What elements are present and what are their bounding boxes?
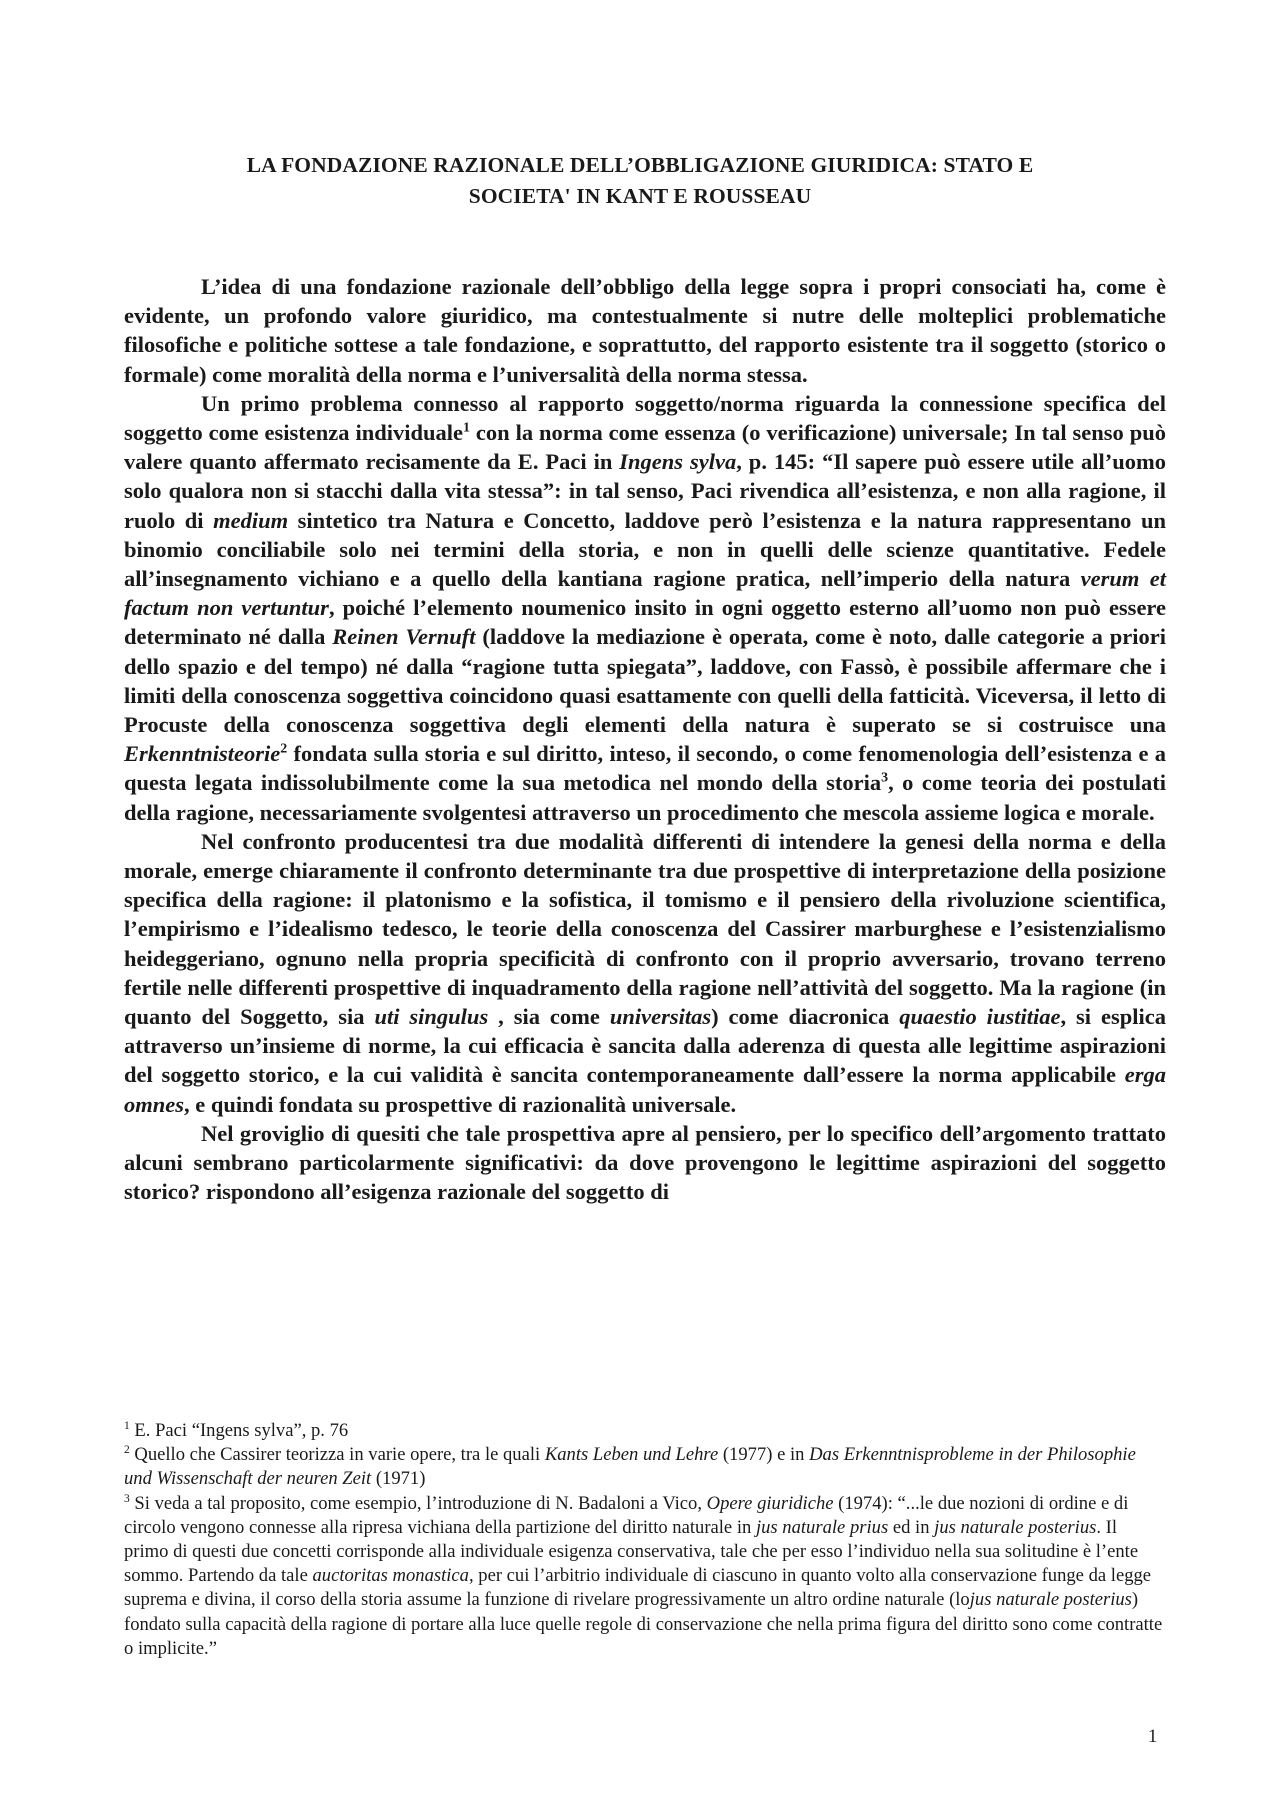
italic-text: Erkenntnisteorie [124,741,281,767]
italic-text: Opere giuridiche [706,1492,834,1514]
italic-text: verum et factum non vertuntur [124,566,1167,621]
text-run: (1974): “...le due nozioni di ordine e di circolo vengono connesse alla ripresa vichiana della partizione del diritto naturale in [124,1492,1129,1538]
footnote-reference: 2 [280,741,288,757]
italic-text: universitas [609,1004,712,1030]
italic-text: erga omnes [124,1062,1166,1117]
text-run: con la norma come essenza (o verificazione) universale; In tal senso può valere quanto affermato recisamente da E. Paci in [124,420,1166,475]
footnote-reference: 1 [463,420,470,436]
text-run: E. Paci “Ingens sylva”, p. 76 [129,1420,349,1441]
footnotes [124,1419,1166,1661]
text-run: , poiché l’elemento noumenico insito in ogni oggetto esterno all’uomo non può essere determinato né dalla [124,595,1166,650]
text-run: ) fondato sulla capacità della ragione di portare alla luce quelle regole di conservazione che nella prima figura del diritto sono come contratte o implicite.” [124,1589,1163,1659]
text-run: Un primo problema connesso al rapporto soggetto/norma riguarda la connessione specifica del soggetto come esistenza individuale [124,390,1166,446]
italic-text: Kants Leben und Lehre [544,1444,719,1466]
text-run: , e quindi fondata su prospettive di razionalità universale. [184,1091,737,1117]
text-run: (1971) [371,1468,426,1490]
italic-text: Reinen Vernuft [332,624,476,650]
footnote [124,1419,1166,1443]
text-run: L’idea di una fondazione razionale dell’obbligo della legge sopra i propri consociati ha, come è evidente, un profondo valore giuridico, ma contestualmente si nutre delle molteplici problematiche filosofiche e politiche sottese a tale fondazione, e soprattutto, del rapporto esistente tra il soggetto (storico o formale) come moralità della norma e l’universalità della norma stessa. [124,274,1166,387]
footnote-reference: 3 [124,1492,130,1505]
text-run: Nel confronto producentesi tra due modalità differenti di intendere la genesi della norma e della morale, emerge chiaramente il confronto determinante tra due prospettive di interpretazione della posizione specifica della ragione: il platonismo e la sofistica, il tomismo e il pensiero della rivoluzione scientifica, l’empirismo e l’idealismo tedesco, le teorie della conoscenza del Cassirer marburghese e l’esistenzialismo heideggeriano, ognuno nella propria specificità di confronto con il proprio avversario, trovano terreno fertile nelle differenti prospettive di inquadramento della ragione nell’attività del soggetto. Ma la ragione (in quanto del Soggetto, sia [124,828,1166,1030]
italic-text: auctoritas monastica [312,1565,469,1587]
text-run: , o come teoria dei postulati della ragione, necessariamente svolgentesi attraverso un procedimento che mescola assieme logica e morale. [124,770,1166,825]
italic-text: jus naturale prius [755,1516,889,1538]
footnote-reference: 2 [124,1444,130,1457]
footnote-reference: 1 [124,1419,130,1432]
body-paragraph [124,827,1166,1119]
italic-text: Das Erkenntnisprobleme in der Philosophie und Wissenschaft der neuren Zeit [124,1444,1136,1490]
italic-text: quaestio iustitiae [899,1004,1061,1030]
page-number: 1 [1148,1726,1158,1747]
text-run: , per cui l’arbitrio individuale di ciascuno in quanto volto alla conservazione funge da legge suprema e divina, il corso della storia assume la funzione di rivelare progressivamente un altro ordine naturale (lo [124,1565,1152,1611]
body-text [124,272,1166,1207]
title-line-1: LA FONDAZIONE RAZIONALE DELL’OBBLIGAZIONE GIURIDICA: STATO E [246,153,1034,177]
text-run: sintetico tra Natura e Concetto, laddove però l’esistenza e la natura rappresentano un binomio conciliabile solo nei termini della storia, e non in quelli delle scienze quantitative. Fedele all’insegnamento vichiano e a quello della kantiana ragione pratica, nell’imperio della natura [124,507,1166,592]
body-paragraph [124,389,1166,827]
footnote [124,1492,1166,1661]
body-paragraph [124,1119,1166,1207]
document-title [124,150,1156,212]
text-run: , si esplica attraverso un’insieme di norme, la cui efficacia è sancita dalla aderenza di questa alle legittime aspirazioni del soggetto storico, e la cui validità è sancita contemporaneamente dall’essere la norma applicabile [124,1004,1166,1088]
footnote [124,1443,1166,1491]
body-paragraph [124,272,1166,389]
text-run: (laddove la mediazione è operata, come è noto, dalle categorie a priori dello spazio e del tempo) né dalla “ragione tutta spiegata”, laddove, con Fassò, è possibile affermare che i limiti della conoscenza soggettiva coincidono quasi esattamente con quelli della fatticità. Viceversa, il letto di Procuste della conoscenza soggettiva degli elementi della natura è superato se si costruisce una [124,624,1166,738]
text-run: (1977) e in [718,1444,810,1466]
italic-text: Ingens sylva [619,449,737,475]
text-run: Si veda a tal proposito, come esempio, l’introduzione di N. Badaloni a Vico, [129,1492,707,1514]
italic-text: uti singulus [374,1004,489,1030]
italic-text: medium [213,507,289,533]
text-run: Nel groviglio di quesiti che tale prospettiva apre al pensiero, per lo specifico dell’argomento trattato alcuni sembrano particolarmente significativi: da dove provengono le legittime aspirazioni del soggetto storico? rispondono all’esigenza razionale del soggetto di [124,1120,1166,1205]
text-run: Quello che Cassirer teorizza in varie opere, tra le quali [129,1444,545,1466]
italic-text: jus naturale posterius [969,1589,1132,1611]
text-run: , p. 145: “Il sapere può essere utile all’uomo solo qualora non si stacchi dalla vita stessa”: in tal senso, Paci rivendica all’esistenza, e non alla ragione, il ruolo di [124,449,1166,533]
text-run: . Il primo di questi due concetti corrisponde alla individuale esigenza conservativa, tale che per esso l’individuo nella sua solitudine è l’ente sommo. Partendo da tale [124,1516,1139,1587]
text-run: ) come diacronica [711,1004,900,1030]
text-run: ed in [888,1516,935,1538]
italic-text: jus naturale posterius [934,1516,1097,1538]
footnote-reference: 3 [881,770,889,786]
text-run: fondata sulla storia e sul diritto, inteso, il secondo, o come fenomenologia dell’esistenza e a questa legata indissolubilmente come la sua metodica nel mondo della storia [124,741,1166,796]
text-run: , sia come [488,1004,610,1030]
title-line-2: SOCIETA' IN KANT E ROUSSEAU [468,184,812,208]
